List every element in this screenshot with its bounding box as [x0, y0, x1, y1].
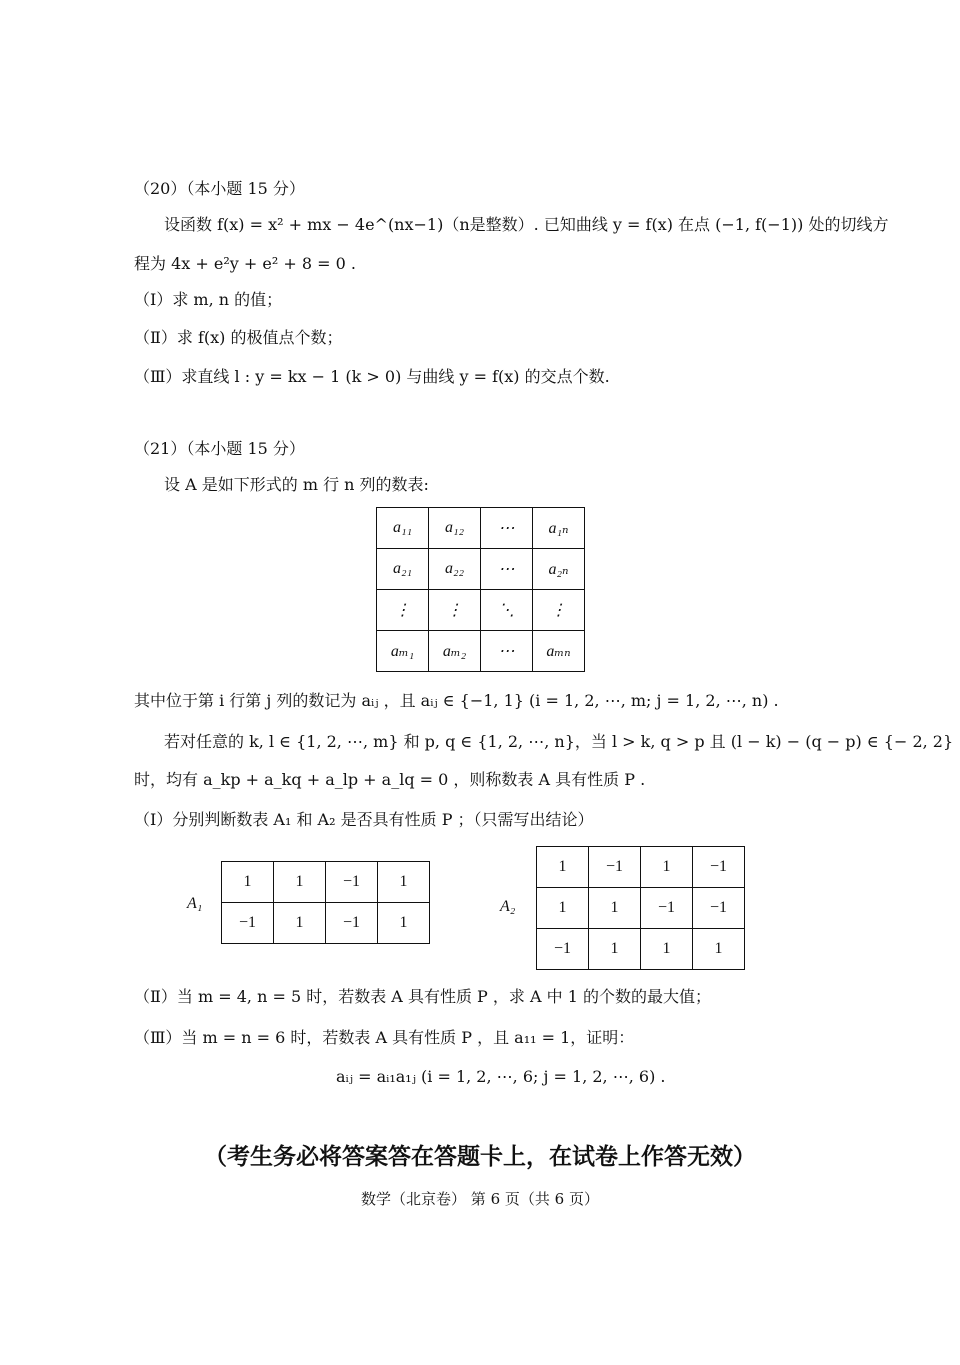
- matrix-A-cell: a₂₂: [429, 549, 481, 590]
- matrix-A-row: [377, 631, 585, 672]
- q21-condition-line1: 若对任意的 k, l ∈ {1, 2, ⋯, m} 和 p, q ∈ {1, 2, ⋯, n}，当 l > k, q > p 且 (l − k) − (q − p) ∈ {− 2, 2}: [164, 732, 954, 751]
- matrix-A1-cell: 1: [274, 903, 326, 944]
- matrix-A1: [221, 861, 430, 944]
- matrix-A-row: [377, 590, 585, 631]
- q21-header: （21）（本小题 15 分）: [134, 439, 305, 458]
- page-footer: 数学（北京卷） 第 6 页（共 6 页）: [361, 1190, 599, 1208]
- matrix-A2-cell: 1: [693, 929, 745, 970]
- matrix-A-cell: ⋮: [429, 590, 481, 631]
- matrix-A1-cell: −1: [222, 903, 274, 944]
- q21-condition-line2: 时，均有 a_kp + a_kq + a_lp + a_lq = 0 ，则称数表 A 具有性质 P .: [134, 770, 646, 789]
- matrix-A1-cell: −1: [326, 903, 378, 944]
- matrix-A2-row: [537, 847, 745, 888]
- matrix-A2-cell: 1: [641, 929, 693, 970]
- matrix-A1-cell: −1: [326, 862, 378, 903]
- matrix-A2-cell: −1: [589, 847, 641, 888]
- matrix-A-cell: a₂ₙ: [533, 549, 585, 590]
- matrix-A2-cell: −1: [693, 888, 745, 929]
- matrix-A2-cell: −1: [693, 847, 745, 888]
- matrix-A-row: [377, 549, 585, 590]
- exam-notice: （考生务必将答案答在答题卡上，在试卷上作答无效）: [204, 1144, 756, 1170]
- matrix-A2-cell: 1: [589, 888, 641, 929]
- q21-part2: （Ⅱ）当 m = 4, n = 5 时，若数表 A 具有性质 P ，求 A 中 1 的个数的最大值；: [134, 987, 711, 1006]
- matrix-A-row: [377, 508, 585, 549]
- q21-intro: 设 A 是如下形式的 m 行 n 列的数表:: [164, 475, 429, 494]
- matrix-A-general: [376, 507, 585, 672]
- matrix-A1-cell: 1: [222, 862, 274, 903]
- q20-part1: （Ⅰ）求 m, n 的值；: [134, 290, 283, 309]
- matrix-A-cell: ⋯: [481, 631, 533, 672]
- matrix-A1-row: [222, 862, 430, 903]
- matrix-A-cell: ⋯: [481, 549, 533, 590]
- matrix-A-cell: a₂₁: [377, 549, 429, 590]
- matrix-A2-cell: 1: [589, 929, 641, 970]
- matrix-A1-cell: 1: [378, 903, 430, 944]
- q20-stem-line2: 程为 4x + e²y + e² + 8 = 0 .: [134, 254, 356, 273]
- matrix-A2-cell: −1: [641, 888, 693, 929]
- matrix-A-cell: ⋯: [481, 508, 533, 549]
- matrix-A2-cell: 1: [641, 847, 693, 888]
- matrix-A2-cell: 1: [537, 847, 589, 888]
- matrix-A-cell: a₁₂: [429, 508, 481, 549]
- matrix-A2-row: [537, 929, 745, 970]
- matrix-A2: [536, 846, 745, 970]
- q20-part2: （Ⅱ）求 f(x) 的极值点个数；: [134, 328, 343, 347]
- matrix-A-cell: aₘₙ: [533, 631, 585, 672]
- matrix-A2-cell: −1: [537, 929, 589, 970]
- q21-element-definition: 其中位于第 i 行第 j 列的数记为 aᵢⱼ ，且 aᵢⱼ ∈ {−1, 1} (i = 1, 2, ⋯, m; j = 1, 2, ⋯, n) .: [134, 691, 779, 710]
- matrix-A-cell: a₁ₙ: [533, 508, 585, 549]
- matrix-A1-cell: 1: [378, 862, 430, 903]
- matrix-A-cell: aₘ₂: [429, 631, 481, 672]
- q20-part3: （Ⅲ）求直线 l : y = kx − 1 (k > 0) 与曲线 y = f(x) 的交点个数.: [134, 367, 610, 386]
- matrix-A-cell: ⋮: [377, 590, 429, 631]
- q20-stem-line1: 设函数 f(x) = x² + mx − 4e^(nx−1)（n是整数）. 已知曲线 y = f(x) 在点 (−1, f(−1)) 处的切线方: [164, 215, 889, 234]
- matrix-A1-row: [222, 903, 430, 944]
- matrix-A2-row: [537, 888, 745, 929]
- matrix-A1-cell: 1: [274, 862, 326, 903]
- q20-header: （20）（本小题 15 分）: [134, 179, 305, 198]
- q21-part1: （Ⅰ）分别判断数表 A₁ 和 A₂ 是否具有性质 P ；（只需写出结论）: [134, 810, 594, 829]
- A2-label: A₂: [500, 898, 516, 915]
- matrix-A-cell: a₁₁: [377, 508, 429, 549]
- matrix-A-cell: ⋮: [533, 590, 585, 631]
- q21-part3: （Ⅲ）当 m = n = 6 时，若数表 A 具有性质 P ，且 a₁₁ = 1，证明：: [134, 1028, 635, 1047]
- matrix-A-cell: aₘ₁: [377, 631, 429, 672]
- matrix-A2-cell: 1: [537, 888, 589, 929]
- matrix-A-cell: ⋱: [481, 590, 533, 631]
- A1-label: A₁: [187, 895, 203, 912]
- q21-formula: aᵢⱼ = aᵢ₁a₁ⱼ (i = 1, 2, ⋯, 6; j = 1, 2, ⋯, 6) .: [336, 1067, 666, 1086]
